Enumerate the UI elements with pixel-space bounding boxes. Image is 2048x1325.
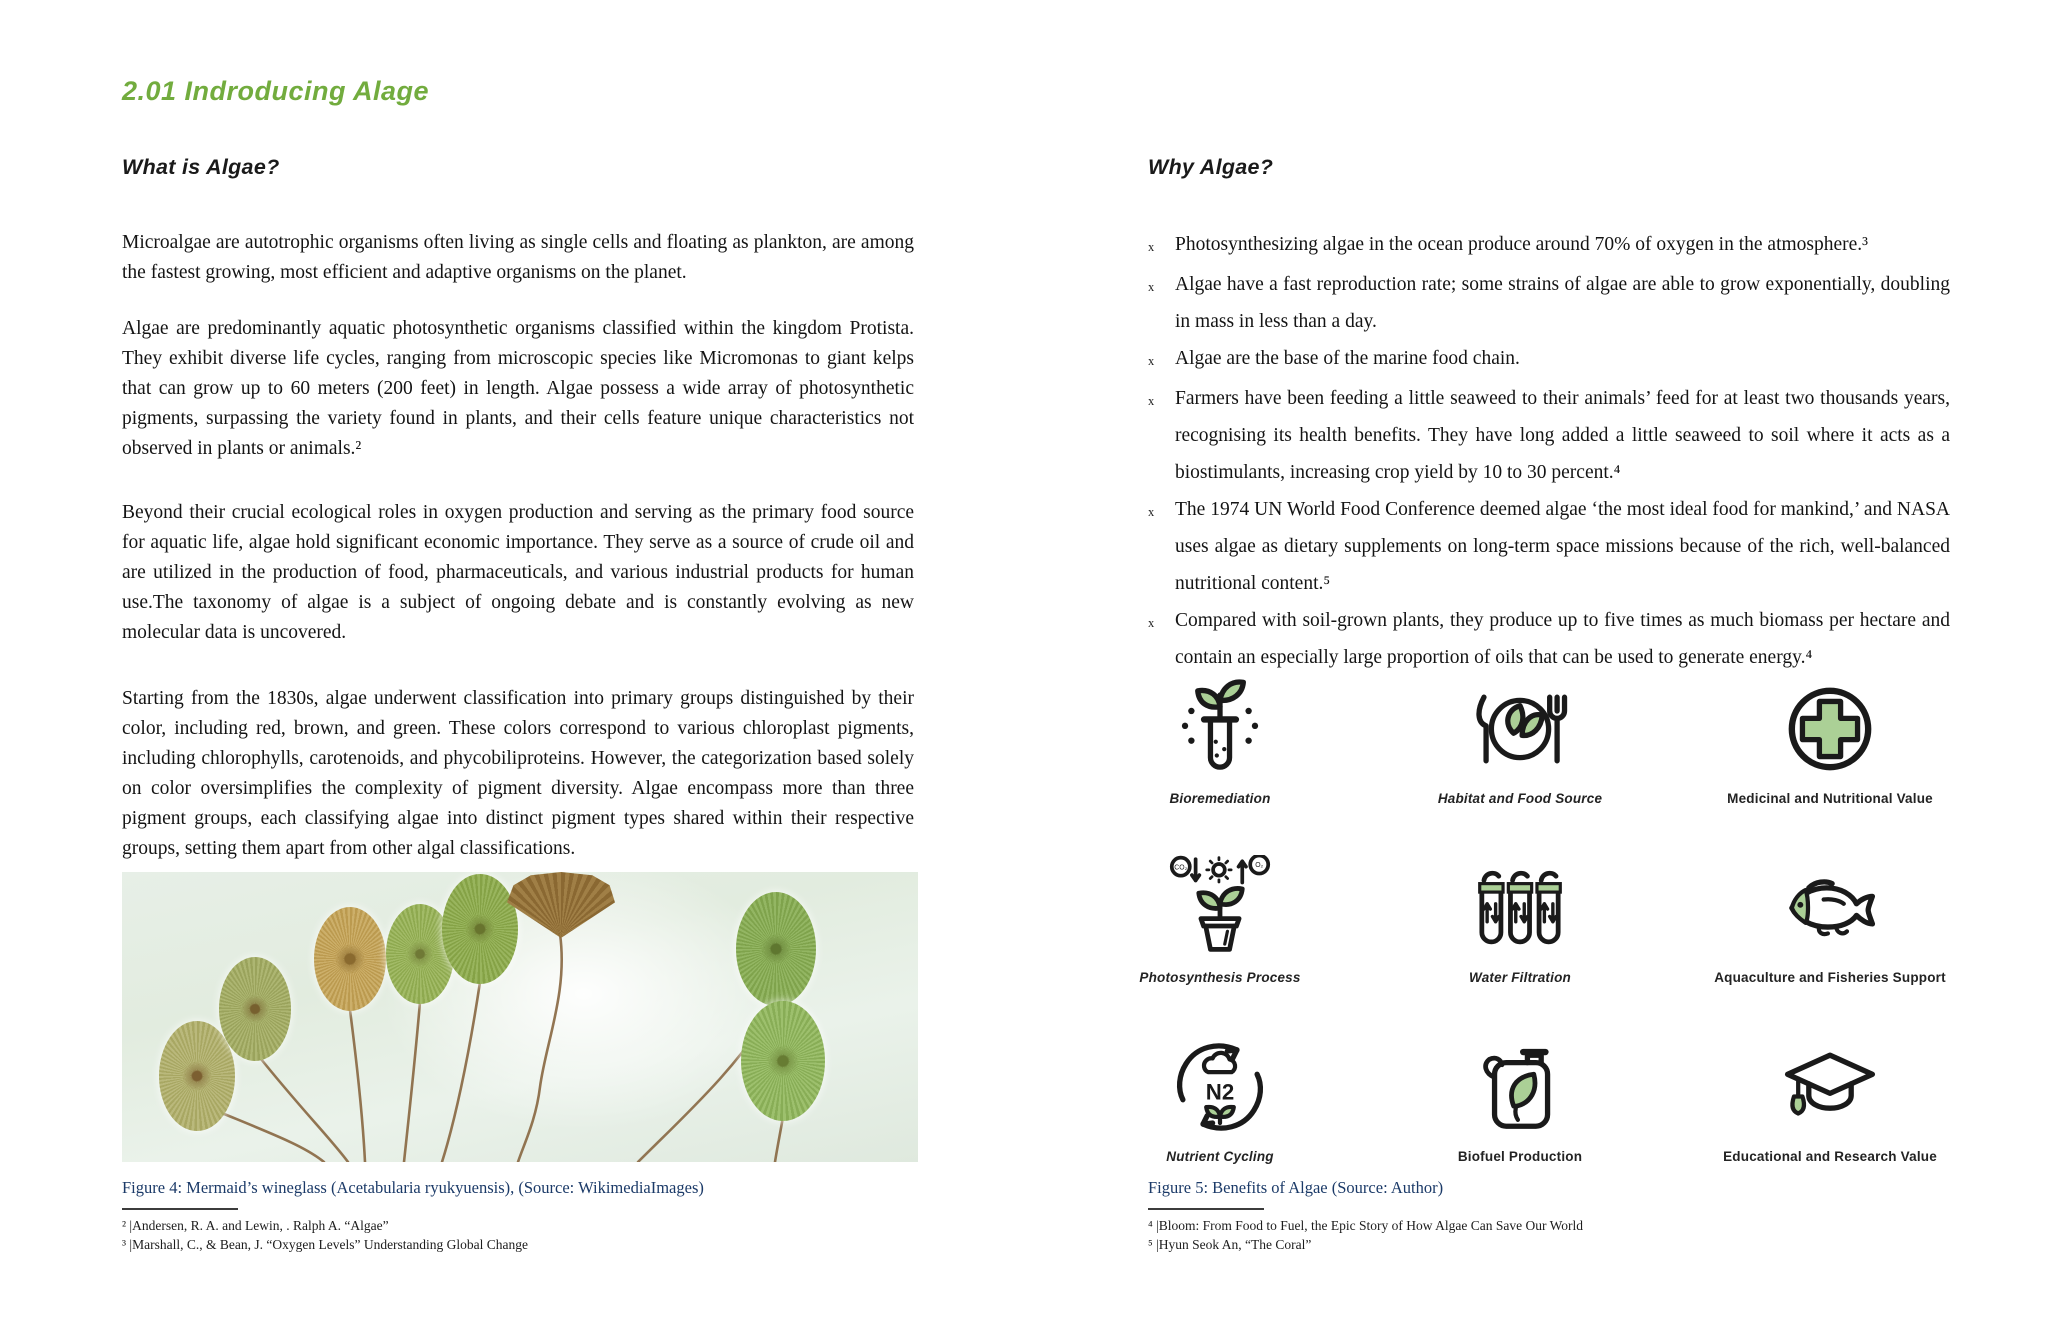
graduation-cap-icon <box>1777 1034 1883 1140</box>
potted-plant-sun-icon <box>1167 855 1273 961</box>
paragraph: Starting from the 1830s, algae underwent classification into primary groups distinguished by their color, including red, brown, and green. These colors correspond to various chloroplast pigments, including chlorophylls, carotenoids, and phycobiliproteins. However, the categorization based solely on color oversimplifies the complexity of pigment diversity. Algae encompass more than three pigment groups, each classifying algae into distinct pigment types shared within their respective groups, setting them apart from other algal classifications. <box>122 688 914 859</box>
fish-icon <box>1777 855 1883 961</box>
filter-tubes-icon <box>1467 855 1573 961</box>
algae-benefits-grid <box>1130 676 1946 1213</box>
nitrogen-cycle-icon <box>1167 1034 1273 1140</box>
plate-leaves-cutlery-icon <box>1467 676 1573 782</box>
algae-disc <box>442 874 518 984</box>
benefit-label: Medicinal and Nutritional Value <box>1727 791 1933 806</box>
paragraph: Microalgae are autotrophic organisms often living as single cells and floating as plankton, are among the fastest growing, most efficient and adaptive organisms on the planet. <box>122 232 914 283</box>
paragraph: Algae are predominantly aquatic photosynthetic organisms classified within the kingdom Protista. They exhibit diverse life cycles, ranging from microscopic species like Micromonas to giant kelps that can grow up to 60 meters (200 feet) in length. Algae possess a wide array of photosynthetic pigments, surpassing the variety found in plants, and their cells feature unique characteristics not observed in plants or animals.² <box>122 318 914 459</box>
list-item: x Compared with soil-grown plants, they produce up to five times as much biomass per hectare and contain an especially large proportion of oils that can be used to generate energy.⁴ <box>1148 602 1950 676</box>
figure4-caption: Figure 4: Mermaid’s wineglass (Acetabularia ryukyuensis), (Source: WikimediaImages) <box>122 1178 704 1197</box>
benefit-label: Bioremediation <box>1169 791 1271 806</box>
fuel-can-leaf-icon <box>1467 1034 1573 1140</box>
left-footnotes <box>122 1216 528 1254</box>
figure4-algae-photo <box>122 872 918 1162</box>
o2-label: O₂ <box>1255 862 1264 870</box>
benefit-aquaculture <box>1714 855 1946 1034</box>
benefit-label: Educational and Research Value <box>1723 1149 1937 1164</box>
bullet-marker: x <box>1148 505 1155 519</box>
why-algae-bullet-list <box>1148 226 1950 676</box>
footnote: ⁵ |Hyun Seok An, “The Coral” <box>1148 1237 1312 1252</box>
footnote: ² |Andersen, R. A. and Lewin, . Ralph A. “Algae” <box>122 1218 389 1233</box>
right-column-heading: Why Algae? <box>1148 155 1274 179</box>
medical-cross-circle-icon <box>1777 676 1883 782</box>
bullet-marker: x <box>1148 240 1155 254</box>
list-item: x Algae have a fast reproduction rate; some strains of algae are able to grow exponentially, doubling in mass in less than a day. <box>1148 266 1950 340</box>
benefit-medicinal-nutritional <box>1727 676 1933 855</box>
benefit-photosynthesis <box>1130 855 1310 1034</box>
algae-disc <box>159 1021 235 1131</box>
left-column-heading: What is Algae? <box>122 155 280 179</box>
list-item: x Farmers have been feeding a little seaweed to their animals’ feed for at least two thousands years, recognising its health benefits. They have long added a little seaweed to soil where it acts as a biostimulants, increasing crop yield by 10 to 30 percent.⁴ <box>1148 380 1950 491</box>
right-footnotes <box>1148 1216 1583 1254</box>
algae-disc <box>314 907 386 1011</box>
benefit-label: Biofuel Production <box>1457 1149 1583 1164</box>
test-tube-plant-icon <box>1167 676 1273 782</box>
footnote: ³ |Marshall, C., & Bean, J. “Oxygen Levels” Understanding Global Change <box>122 1237 529 1252</box>
footnote-divider <box>1148 1208 1264 1210</box>
bullet-marker: x <box>1148 354 1155 368</box>
benefit-label: Nutrient Cycling <box>1166 1149 1274 1164</box>
algae-disc <box>219 957 291 1061</box>
benefit-label: Habitat and Food Source <box>1437 791 1603 806</box>
benefit-educational <box>1723 1034 1937 1213</box>
benefit-label: Water Filtration <box>1469 970 1571 985</box>
footnote-divider <box>122 1208 238 1210</box>
algae-disc <box>736 892 816 1006</box>
bullet-marker: x <box>1148 394 1155 408</box>
list-item: x The 1974 UN World Food Conference deemed algae ‘the most ideal food for mankind,’ and NASA uses algae as dietary supplements on long-term space missions because of the rich, well-balanced nutritional content.⁵ <box>1148 491 1950 602</box>
bullet-marker: x <box>1148 616 1155 630</box>
section-title: 2.01 Indroducing Alage <box>122 76 430 106</box>
paragraph: Beyond their crucial ecological roles in oxygen production and serving as the primary food source for aquatic life, algae hold significant economic importance. They serve as a source of crude oil and are utilized in the production of food, pharmaceuticals, and various industrial products for human use.The taxonomy of algae is a subject of ongoing debate and is constantly evolving as new molecular data is uncovered. <box>122 502 914 643</box>
benefit-water-filtration <box>1310 855 1730 1034</box>
algae-disc <box>741 1001 825 1121</box>
benefit-label: Photosynthesis Process <box>1139 970 1301 985</box>
co2-label: CO₂ <box>1174 864 1188 872</box>
list-item: x Algae are the base of the marine food chain. <box>1148 340 1950 380</box>
benefit-bioremediation <box>1130 676 1310 855</box>
benefit-label: Aquaculture and Fisheries Support <box>1714 970 1946 985</box>
figure5-caption: Figure 5: Benefits of Algae (Source: Author) <box>1148 1178 1444 1197</box>
n2-label: N2 <box>1205 1079 1235 1105</box>
footnote: ⁴ |Bloom: From Food to Fuel, the Epic Story of How Algae Can Save Our World <box>1148 1218 1584 1233</box>
list-item: x Photosynthesizing algae in the ocean produce around 70% of oxygen in the atmosphere.³ <box>1148 226 1950 266</box>
bullet-marker: x <box>1148 280 1155 294</box>
benefit-habitat-food-source <box>1310 676 1730 855</box>
